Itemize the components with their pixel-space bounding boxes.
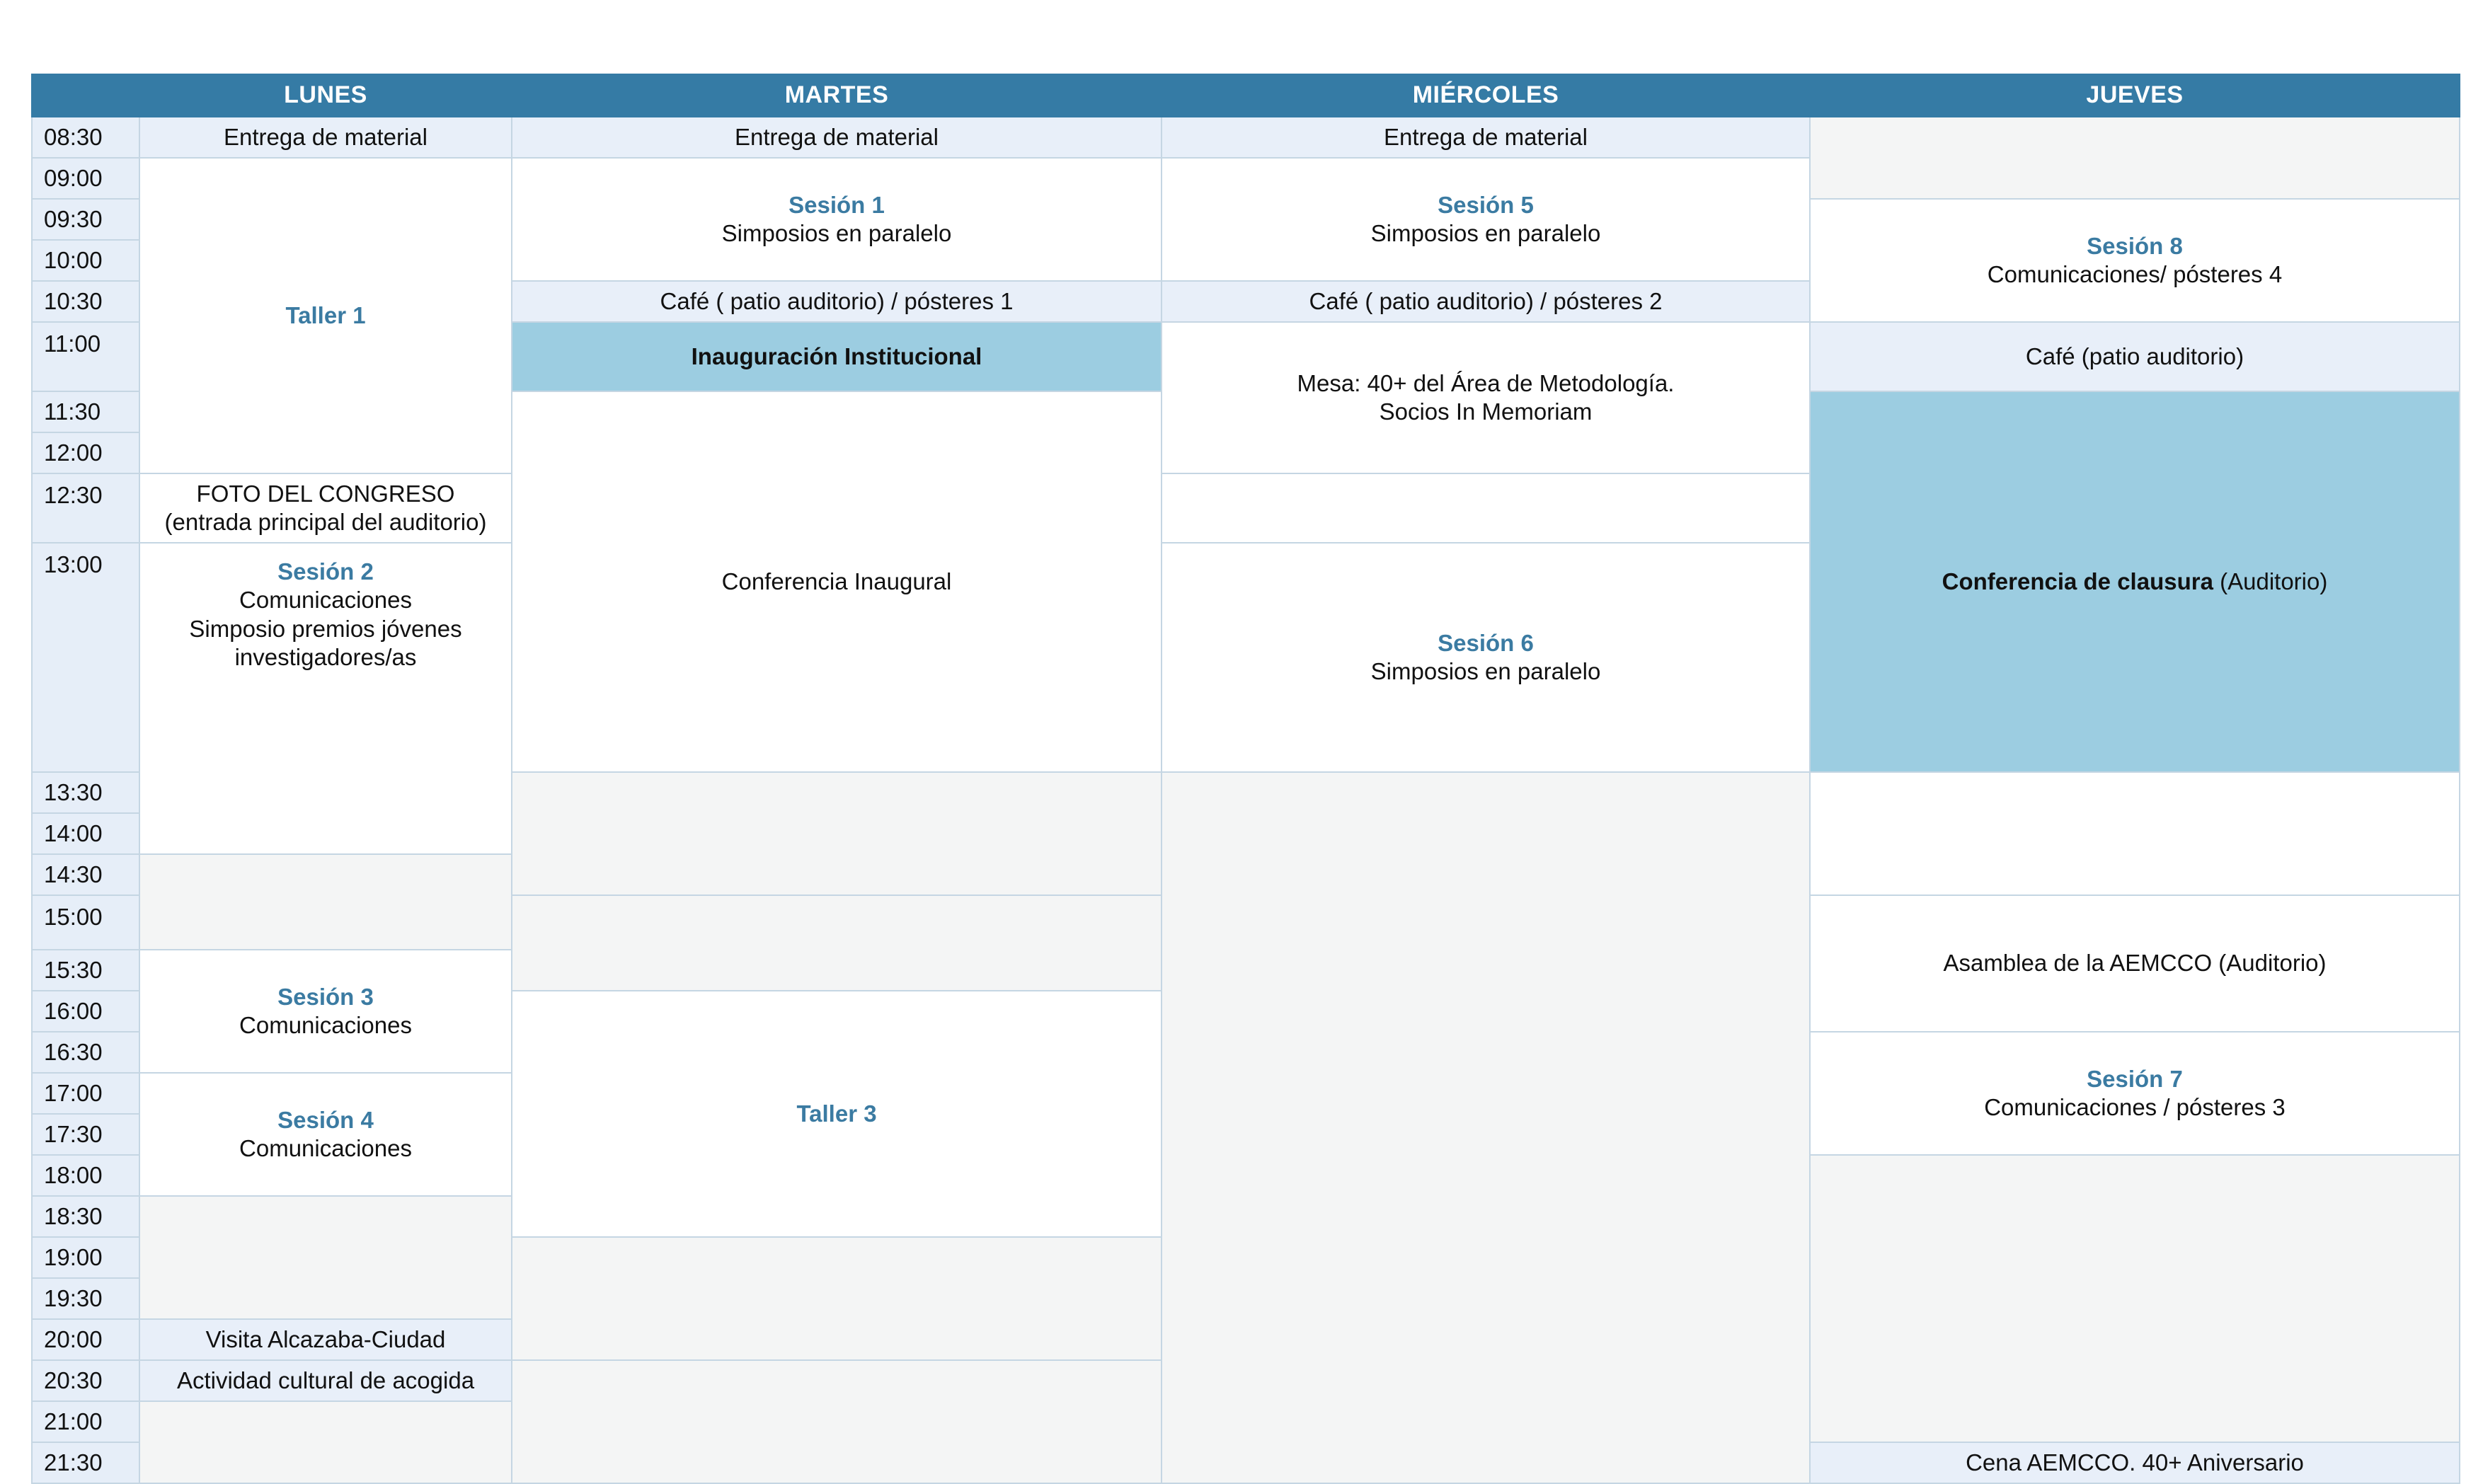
lunes-empty-evening <box>512 1237 1162 1360</box>
sesion-3-desc: Comunicaciones <box>239 1012 412 1038</box>
jueves-empty-slot <box>1810 117 2460 199</box>
time-label: 20:30 <box>32 1360 139 1401</box>
time-label: 09:30 <box>32 199 139 240</box>
jueves-empty-afternoon <box>1162 772 1810 1483</box>
foto-line-2: (entrada principal del auditorio) <box>164 509 487 535</box>
time-label: 21:30 <box>32 1442 139 1483</box>
time-label: 16:30 <box>32 1032 139 1073</box>
sesion-7-desc: Comunicaciones / pósteres 3 <box>1984 1094 2286 1120</box>
miercoles-sesion-6 <box>1162 543 1810 772</box>
header-corner <box>32 74 139 117</box>
schedule-table <box>31 74 2460 1484</box>
header-day-miercoles: MIÉRCOLES <box>1162 74 1810 117</box>
time-label: 13:30 <box>32 772 139 813</box>
martes-sesion-4 <box>139 1073 512 1196</box>
jueves-conferencia-clausura <box>1810 391 2460 772</box>
foto-line-1: FOTO DEL CONGRESO <box>196 480 455 507</box>
sesion-4-desc: Comunicaciones <box>239 1135 412 1161</box>
time-label: 08:30 <box>32 117 139 158</box>
sesion-3-title: Sesión 3 <box>277 983 374 1010</box>
time-label: 13:00 <box>32 543 139 772</box>
time-label: 21:00 <box>32 1401 139 1442</box>
sesion-1-desc: Simposios en paralelo <box>721 220 952 246</box>
martes-sesion-1 <box>512 158 1162 281</box>
martes-empty-night <box>512 1360 1162 1483</box>
taller-1-title: Taller 1 <box>285 301 366 328</box>
time-label: 09:00 <box>32 158 139 199</box>
time-label: 12:00 <box>32 432 139 473</box>
time-label: 15:30 <box>32 950 139 991</box>
sesion-7-title: Sesión 7 <box>2087 1065 2183 1092</box>
clausura-title: Conferencia de clausura <box>1942 568 2213 594</box>
time-label: 15:00 <box>32 895 139 950</box>
miercoles-entrega-material: Entrega de material <box>1162 117 1810 158</box>
time-label: 14:30 <box>32 854 139 895</box>
sesion-2-desc-1: Comunicaciones <box>239 587 412 614</box>
jueves-sesion-8 <box>1810 199 2460 322</box>
header-day-martes: MARTES <box>512 74 1162 117</box>
sesion-5-title: Sesión 5 <box>1438 191 1534 218</box>
time-label: 12:30 <box>32 473 139 543</box>
martes-inauguracion: Inauguración Institucional <box>512 322 1162 391</box>
time-label: 11:00 <box>32 322 139 391</box>
martes-cafe-posteres-1: Café ( patio auditorio) / pósteres 1 <box>512 281 1162 322</box>
martes-empty-evening <box>139 1196 512 1319</box>
time-label: 11:30 <box>32 391 139 432</box>
martes-conferencia-inaugural: Conferencia Inaugural <box>512 391 1162 772</box>
miercoles-asamblea: Asamblea de la AEMCCO (Auditorio) <box>1810 895 2460 1032</box>
time-label: 18:30 <box>32 1196 139 1237</box>
martes-sesion-2 <box>139 543 512 854</box>
time-label: 10:00 <box>32 240 139 281</box>
miercoles-cafe-posteres-2: Café ( patio auditorio) / pósteres 2 <box>1162 281 1810 322</box>
lunes-empty-night <box>139 1401 512 1483</box>
sesion-5-desc: Simposios en paralelo <box>1370 220 1601 246</box>
time-label: 19:00 <box>32 1237 139 1278</box>
time-label: 14:00 <box>32 813 139 854</box>
clausura-location: (Auditorio) <box>2213 568 2328 594</box>
mesa-line-2: Socios In Memoriam <box>1379 398 1593 425</box>
sesion-8-title: Sesión 8 <box>2087 232 2183 259</box>
miercoles-cena-aniversario: Cena AEMCCO. 40+ Aniversario <box>1810 1442 2460 1483</box>
miercoles-mesa-metodologia <box>1162 322 1810 473</box>
sesion-6-desc: Simposios en paralelo <box>1370 658 1601 684</box>
sesion-8-desc: Comunicaciones/ pósteres 4 <box>1987 261 2283 287</box>
martes-sesion-3 <box>139 950 512 1073</box>
header-day-lunes: LUNES <box>139 74 512 117</box>
martes-entrega-material: Entrega de material <box>512 117 1162 158</box>
time-label: 10:30 <box>32 281 139 322</box>
time-label: 20:00 <box>32 1319 139 1360</box>
miercoles-empty-evening <box>1810 1155 2460 1442</box>
sesion-2-desc-2: Simposio premios jóvenes investigadores/as <box>189 615 462 670</box>
header-day-jueves: JUEVES <box>1810 74 2460 117</box>
lunes-empty-slot <box>512 895 1162 991</box>
time-label: 18:00 <box>32 1155 139 1196</box>
time-label: 17:00 <box>32 1073 139 1114</box>
time-label: 19:30 <box>32 1278 139 1319</box>
lunes-actividad-cultural: Actividad cultural de acogida <box>139 1360 512 1401</box>
miercoles-sesion-7 <box>1810 1032 2460 1155</box>
time-row <box>32 117 2460 158</box>
sesion-1-title: Sesión 1 <box>789 191 885 218</box>
martes-visita-alcazaba: Visita Alcazaba-Ciudad <box>139 1319 512 1360</box>
header-row <box>32 74 2460 117</box>
sesion-2-title: Sesión 2 <box>277 558 374 585</box>
jueves-cafe: Café (patio auditorio) <box>1810 322 2460 391</box>
mesa-line-1: Mesa: 40+ del Área de Metodología. <box>1297 369 1675 396</box>
sesion-4-title: Sesión 4 <box>277 1106 374 1133</box>
miercoles-foto-congreso <box>139 473 512 543</box>
sesion-6-title: Sesión 6 <box>1438 629 1534 656</box>
time-label: 17:30 <box>32 1114 139 1155</box>
lunes-taller-1 <box>139 158 512 473</box>
lunes-taller-3 <box>512 991 1162 1237</box>
martes-empty-slot <box>139 854 512 950</box>
time-label: 16:00 <box>32 991 139 1032</box>
miercoles-empty-slot <box>512 772 1162 895</box>
miercoles-sesion-5 <box>1162 158 1810 281</box>
lunes-entrega-material: Entrega de material <box>139 117 512 158</box>
taller-3-title: Taller 3 <box>796 1100 877 1127</box>
